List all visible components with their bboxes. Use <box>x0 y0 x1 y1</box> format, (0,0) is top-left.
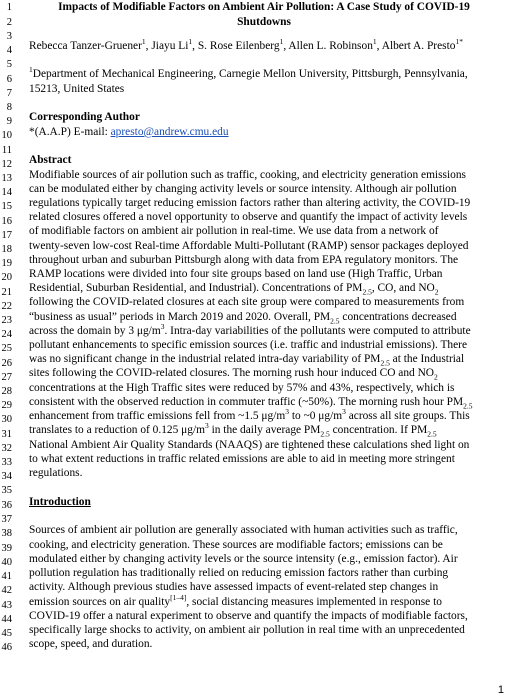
line-number: 16 <box>1 216 12 227</box>
line-number: 40 <box>1 557 12 568</box>
abstract-line: twenty-seven low-cost Real-time Affordable Multi-Pollutant (RAMP) sensor packages deployed <box>29 240 469 252</box>
author-name: Albert A. Presto <box>381 40 456 52</box>
text-run: to ~0 μg/m <box>289 410 343 422</box>
line-number: 29 <box>1 400 12 411</box>
line-number: 7 <box>6 88 12 99</box>
superscript: 3 <box>204 421 209 431</box>
text-run: , social distancing measures implemented in response to <box>186 596 442 608</box>
email-label: *(A.A.P) E-mail: <box>29 126 111 138</box>
abstract-line: pollutant enhancements to specific emission sources (i.e. traffic and industrial emissions). There <box>29 339 467 351</box>
line-number: 17 <box>1 230 12 241</box>
intro-line <box>29 593 442 608</box>
superscript: 3 <box>342 407 346 417</box>
line-number: 44 <box>1 614 12 625</box>
line-number: 4 <box>6 45 12 56</box>
paper-title-line-2: Shutdowns <box>237 16 291 28</box>
text-run: across all site groups. This <box>345 410 470 422</box>
text-run: “business as usual” periods in March 2019 and 2020. Overall, PM <box>29 311 331 323</box>
line-number: 41 <box>1 571 12 582</box>
line-number: 5 <box>6 59 12 70</box>
line-number: 24 <box>1 329 12 340</box>
line-number: 9 <box>6 116 12 127</box>
line-number: 25 <box>1 343 12 354</box>
abstract-line <box>29 421 437 439</box>
affiliation-mark: 1 <box>29 65 33 75</box>
intro-line: modulated either by changing activity levels or the source intensity (e.g., emission factor). Air <box>29 553 458 565</box>
abstract-line <box>29 407 470 422</box>
text-run: at the Industrial <box>389 353 465 365</box>
line-number: 39 <box>1 543 12 554</box>
subscript: 2.5 <box>380 358 390 368</box>
line-number: 18 <box>1 244 12 255</box>
line-number: 34 <box>1 471 12 482</box>
line-number: 23 <box>1 315 12 326</box>
subscript: 2 <box>434 372 438 382</box>
subscript: 2.5 <box>427 429 437 439</box>
abstract-line: concentrations at the High Traffic sites were reduced by 57% and 43%, respectively, which is <box>29 382 455 394</box>
affiliation-mark: 1 <box>279 37 284 47</box>
line-number: 43 <box>1 600 12 611</box>
abstract-line <box>29 311 457 326</box>
line-number: 21 <box>1 287 12 298</box>
line-number: 14 <box>1 187 12 198</box>
intro-line: activity. Although previous studies have assessed impacts of event-related step changes in <box>29 581 439 593</box>
abstract-line: RAMP locations were divided into four site groups based on land use (High Traffic, Urban <box>29 268 443 280</box>
abstract-line: to what extent reductions in traffic related emissions are able to aid in meeting more stringent <box>29 453 455 465</box>
line-number: 2 <box>6 17 12 28</box>
abstract-line: of modifiable factors on ambient air pollution in real-time. We use data from a network of <box>29 225 439 237</box>
superscript: 3 <box>285 407 290 417</box>
introduction-heading: Introduction <box>29 496 91 508</box>
line-number: 13 <box>1 173 12 184</box>
text-run: concentration. If PM <box>329 424 428 436</box>
affiliation-mark: 1 <box>372 37 377 47</box>
line-number: 42 <box>1 585 12 596</box>
author-name: S. Rose Eilenberg <box>197 40 280 52</box>
subscript: 2 <box>434 287 439 297</box>
subscript: 2.5 <box>330 316 340 326</box>
line-number: 28 <box>1 386 12 397</box>
abstract-heading: Abstract <box>29 154 72 166</box>
line-number: 15 <box>1 201 12 212</box>
text-run: concentrations decreased <box>339 311 457 323</box>
intro-line: specifically large shocks to activity, on ambient air pollution in real time with an unprecedented <box>29 624 465 636</box>
line-number: 37 <box>1 514 12 525</box>
subscript: 2.5 <box>362 287 372 297</box>
abstract-line <box>29 282 439 297</box>
line-number: 26 <box>1 358 12 369</box>
citation-ref: [1–4] <box>170 593 187 603</box>
abstract-line: throughout urban and suburban Pittsburgh along with data from EPA regulatory monitors. The <box>29 254 459 266</box>
text-run: Residential, Suburban Residential, and Industrial). Concentrations of PM <box>29 282 363 294</box>
email-link[interactable]: apresto@andrew.cmu.edu <box>110 126 229 138</box>
author-name: Allen L. Robinson <box>288 40 373 52</box>
abstract-line: following the COVID-related closures at each site group were compared to measurements from <box>29 296 465 308</box>
line-number: 6 <box>6 74 12 85</box>
affiliation-mark: 1 <box>141 37 146 47</box>
author-name: Rebecca Tanzer-Gruener <box>29 40 142 52</box>
affiliation-line-2: 15213, United States <box>29 83 125 95</box>
text-run: . Intra-day variabilities of the pollutants were computed to attribute <box>164 325 471 337</box>
line-number: 35 <box>1 485 12 496</box>
affiliation-line-1 <box>29 65 468 80</box>
line-number: 22 <box>1 301 12 312</box>
line-number: 45 <box>1 628 12 639</box>
author-name: Jiayu Li <box>151 40 189 52</box>
text-run: consistent with the observed reduction in commuter traffic (~50%). The morning rush hour PM <box>29 396 464 408</box>
paper-title-line-1: Impacts of Modifiable Factors on Ambient Air Pollution: A Case Study of COVID-19 <box>58 1 470 13</box>
text-run: , CO, and NO <box>371 282 435 294</box>
line-number: 32 <box>1 443 12 454</box>
abstract-line <box>29 322 471 337</box>
text-run: translates to a reduction of 0.125 μg/m <box>29 424 205 436</box>
line-number: 33 <box>1 457 12 468</box>
line-number: 3 <box>6 31 12 42</box>
line-number: 31 <box>1 429 12 440</box>
line-number: 20 <box>1 272 12 283</box>
line-number: 30 <box>1 414 12 425</box>
abstract-line: can be modulated either by changing activity levels or source intensity. Although air pollution <box>29 183 457 195</box>
intro-line: pollution regulation has traditionally relied on reducing emission factors rather than curbing <box>29 567 449 579</box>
abstract-line <box>29 396 473 411</box>
superscript: 3 <box>160 322 165 332</box>
intro-line: scope, speed, and duration. <box>29 638 153 650</box>
line-number: 38 <box>1 528 12 539</box>
text-run: emission sources on air quality <box>29 596 171 608</box>
line-number: 27 <box>1 372 12 383</box>
line-number: 10 <box>1 130 12 141</box>
page-number: 1 <box>497 684 504 696</box>
affiliation-mark: 1* <box>455 37 463 47</box>
line-number: 19 <box>1 258 12 269</box>
line-number: 8 <box>6 102 12 113</box>
abstract-line: regulations. <box>29 467 83 479</box>
text-run: sites following the COVID-related closures. The morning rush hour induced CO and NO <box>29 367 435 379</box>
subscript: 2.5 <box>463 401 473 411</box>
intro-line: COVID-19 offer a natural experiment to observe and quantify the impacts of modifiable factors, <box>29 610 468 622</box>
abstract-line <box>29 353 465 368</box>
line-number: 36 <box>1 500 12 511</box>
abstract-line <box>29 367 438 382</box>
corresponding-email-line <box>29 127 229 138</box>
line-number: 46 <box>1 642 12 653</box>
author-list: Rebecca Tanzer-Gruener$^1$, Jiayu Li$^1$, S. Rose Eilenberg$^1$, Allen L. Robinson$^1$, Albert A. Presto$^{1*}$ <box>29 37 463 52</box>
abstract-line: Modifiable sources of air pollution such as traffic, cooking, and electricity generation emissions <box>29 169 466 181</box>
abstract-line: National Ambient Air Quality Standards (NAAQS) are tightened these calculations shed light on <box>29 439 470 451</box>
text-run: across the domain by 3 μg/m <box>29 325 161 337</box>
intro-line: Sources of ambient air pollution are generally associated with human activities such as traffic, <box>29 524 458 536</box>
text-run: was no significant change in the industrial related intra-day variability of PM <box>29 353 381 365</box>
abstract-line: related closures offered a novel opportunity to observe and quantify the impact of activity levels <box>29 211 468 223</box>
intro-line: cooking, and electricity generation. These sources are modifiable factors; emissions can be <box>29 539 443 551</box>
affiliation-mark: 1 <box>188 37 193 47</box>
abstract-line: regulations typically target reducing emission factors rather than altering activity, the COVID-19 <box>29 197 471 209</box>
line-number: 12 <box>1 159 12 170</box>
line-number: 11 <box>1 145 12 156</box>
affiliation-text: Department of Mechanical Engineering, Carnegie Mellon University, Pittsburgh, Pennsylvania, <box>32 68 468 80</box>
text-run: enhancement from traffic emissions fell from ~1.5 μg/m <box>29 410 286 422</box>
subscript: 2.5 <box>320 429 330 439</box>
corresponding-author-heading: Corresponding Author <box>29 111 140 123</box>
text-run: in the daily average PM <box>208 424 321 436</box>
line-number: 1 <box>6 2 12 13</box>
